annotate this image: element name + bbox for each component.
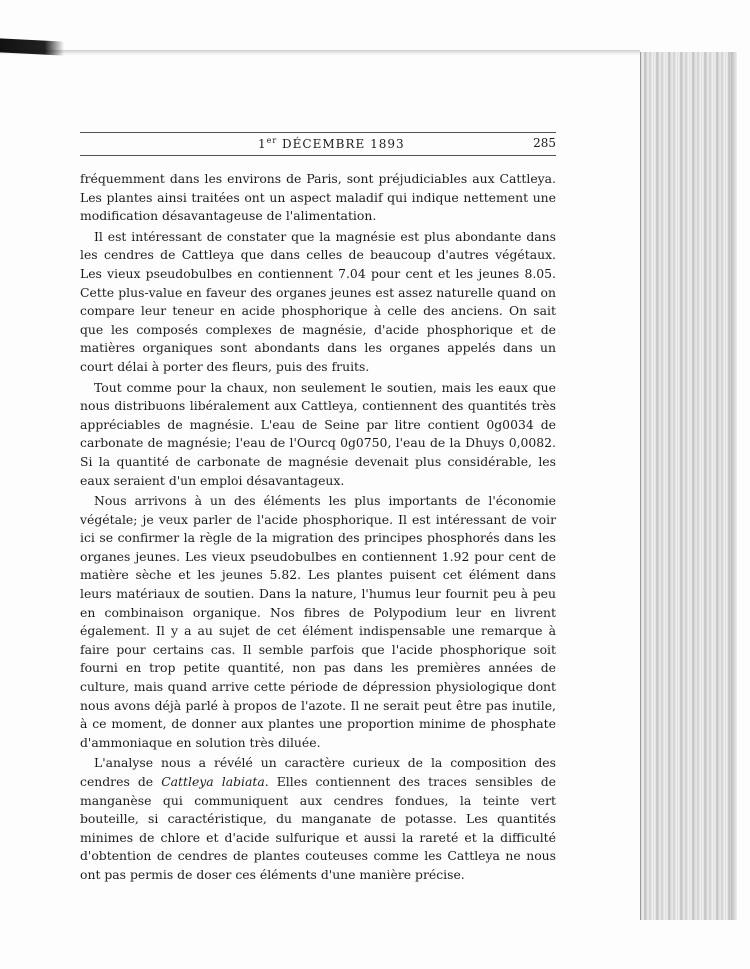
body-text: [80, 170, 556, 887]
species-name: Cattleya labiata: [161, 774, 265, 789]
paragraph-1: fréquemment dans les environs de Paris, sont préjudiciables aux Cattleya. Les plantes ainsi traitées ont un aspect maladif qui indique nettement une modification désavantageuse de l'alimentation.: [80, 171, 556, 224]
paragraph-3: Tout comme pour la chaux, non seulement le soutien, mais les eaux que nous distribuons libéralement aux Cattleya, contiennent des quantités très appréciables de magnésie. L'eau de Seine par litre contient 0g0034 de carbonate de magnésie; l'eau de l'Ourcq 0g0750, l'eau de la Dhuys 0,0082. Si la quantité de carbonate de magnésie devenait plus considérable, les eaux seraient d'un emploi désavantageux.: [80, 379, 556, 488]
book-page-edges: [640, 52, 731, 920]
paragraph-4: Nous arrivons à un des éléments les plus importants de l'économie végétale; je veux parler de l'acide phosphorique. Il est intéressant de voir ici se confirmer la règle de la migration des principes phosphorés dans les organes jeunes. Les vieux pseudobulbes en contiennent 1.92 pour cent de matière sèche et les jeunes 5.82. Les plantes puisent cet élément dans leurs matériaux de soutien. Dans la nature, l'humus leur fournit peu à peu en combinaison organique. Nos fibres de Polypodium leur en livrent également. Il y a au sujet de cet élément indispensable une remarque à faire pour certains cas. Il semble parfois que l'acide phosphorique soit fourni en trop petite quantité, non pas dans les premières années de culture, mais quand arrive cette période de dépression physiologique dont nous avons déjà parlé à propos de l'azote. Il ne serait peut être pas inutile, à ce moment, de donner aux plantes une proportion minime de phosphate d'ammoniaque en solution très diluée.: [80, 493, 556, 750]
paragraph-2: Il est intéressant de constater que la magnésie est plus abondante dans les cendres de Cattleya que dans celles de beaucoup d'autres végétaux. Les vieux pseudobulbes en contiennent 7.04 pour cent et les jeunes 8.05. Cette plus-value en faveur des organes jeunes est assez naturelle quand on compare leur teneur en acide phosphorique à celle des anciens. On sait que les composés complexes de magnésie, d'acide phosphorique et de matières organiques sont abondants dans les organes appelés dans un court délai à porter des fleurs, puis des fruits.: [80, 228, 556, 374]
running-header: [80, 132, 556, 156]
page-top-shadow: [0, 50, 640, 55]
page-number: 285: [533, 136, 556, 150]
paragraph-5: L'analyse nous a révélé un caractère curieux de la composition des cendres de Cattleya labiata. Elles contiennent des traces sensibles de manganèse qui communiquent aux cendres fondues, la teinte vert bouteille, si caractéristique, du manganate de potasse. Les quantités minimes de chlore et d'acide sulfurique et aussi la rareté et la difficulté d'obtention de cendres de plantes couteuses comme les Cattleya ne nous ont pas permis de doser ces éléments d'une manière précise.: [80, 755, 556, 882]
header-date: 1er DÉCEMBRE 1893: [258, 136, 405, 151]
